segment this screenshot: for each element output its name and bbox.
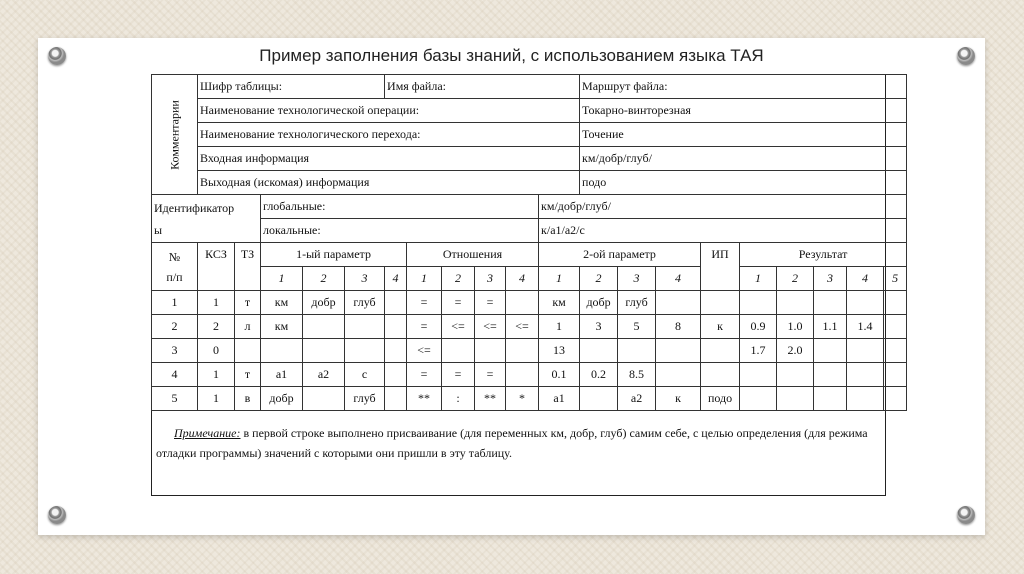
sub-rel-2: 2 xyxy=(442,267,475,291)
cell-res xyxy=(884,363,907,387)
cell-p1 xyxy=(303,315,345,339)
cell-ksz: 1 xyxy=(198,363,235,387)
column-header-row xyxy=(152,243,907,267)
cell-rel: = xyxy=(407,291,442,315)
cell-rel: <= xyxy=(407,339,442,363)
cell-p1: а1 xyxy=(261,363,303,387)
cell-res: 1.0 xyxy=(777,315,814,339)
sub-p1-2: 2 xyxy=(303,267,345,291)
cell-res xyxy=(740,291,777,315)
comments-label-cell xyxy=(152,75,198,195)
global-value: км/добр/глуб/ xyxy=(539,195,907,219)
cell-p2: добр xyxy=(580,291,618,315)
local-value: к/а1/а2/с xyxy=(539,219,907,243)
col-ip-header: ИП xyxy=(701,243,740,291)
cell-res xyxy=(884,387,907,411)
cell-p1: добр xyxy=(261,387,303,411)
header-row-operation xyxy=(152,99,907,123)
table-row xyxy=(152,291,907,315)
identifiers-label-cell xyxy=(152,195,261,243)
cell-p2: а2 xyxy=(618,387,656,411)
cell-rel xyxy=(506,291,539,315)
sub-p2-1: 1 xyxy=(539,267,580,291)
cell-p1 xyxy=(345,339,385,363)
cell-res xyxy=(847,363,884,387)
identifiers-row-global xyxy=(152,195,907,219)
cell-p1: глуб xyxy=(345,291,385,315)
col-result-header: Результат xyxy=(740,243,907,267)
cell-rel: : xyxy=(442,387,475,411)
header-row-input xyxy=(152,147,907,171)
cell-ip xyxy=(701,339,740,363)
cell-p2: 8.5 xyxy=(618,363,656,387)
cell-res: 0.9 xyxy=(740,315,777,339)
input-label: Входная информация xyxy=(198,147,580,171)
cell-res: 1.7 xyxy=(740,339,777,363)
cell-res xyxy=(847,387,884,411)
sub-rel-1: 1 xyxy=(407,267,442,291)
cell-rel: <= xyxy=(442,315,475,339)
cell-rel xyxy=(475,339,506,363)
cell-p2 xyxy=(656,339,701,363)
header-row-transition xyxy=(152,123,907,147)
note-label: Примечание: xyxy=(174,426,241,440)
sub-p1-1: 1 xyxy=(261,267,303,291)
cell-res xyxy=(814,387,847,411)
cell-res: 1.1 xyxy=(814,315,847,339)
cell-res xyxy=(847,339,884,363)
cell-p2: 0.1 xyxy=(539,363,580,387)
cell-res xyxy=(814,363,847,387)
cell-rel xyxy=(506,339,539,363)
cell-p1 xyxy=(303,387,345,411)
cell-p2: 5 xyxy=(618,315,656,339)
cell-rel xyxy=(442,339,475,363)
identifiers-label: Идентификатор xyxy=(154,201,235,215)
cell-p2: 8 xyxy=(656,315,701,339)
sub-res-5: 5 xyxy=(884,267,907,291)
cell-num: 5 xyxy=(152,387,198,411)
cell-rel: = xyxy=(407,363,442,387)
cell-p2: а1 xyxy=(539,387,580,411)
identifiers-row-local xyxy=(152,219,907,243)
column-subheader-row xyxy=(152,267,907,291)
filename-label: Имя файла: xyxy=(385,75,580,99)
slide-title: Пример заполнения базы знаний, с использованием языка ТАЯ xyxy=(259,46,764,65)
cell-p1: глуб xyxy=(345,387,385,411)
cell-tz: т xyxy=(235,291,261,315)
cell-p2: 1 xyxy=(539,315,580,339)
cell-num: 4 xyxy=(152,363,198,387)
cell-rel: = xyxy=(442,363,475,387)
header-row-output xyxy=(152,171,907,195)
col-param2-header: 2-ой параметр xyxy=(539,243,701,267)
pin-icon xyxy=(48,506,66,524)
col-num-line1: № xyxy=(168,249,181,264)
cell-num: 3 xyxy=(152,339,198,363)
cell-res: 1.4 xyxy=(847,315,884,339)
cell-p1 xyxy=(385,315,407,339)
cell-rel: = xyxy=(407,315,442,339)
global-label: глобальные: xyxy=(261,195,539,219)
cell-ksz: 1 xyxy=(198,387,235,411)
cell-rel: ** xyxy=(407,387,442,411)
cell-rel: * xyxy=(506,387,539,411)
cell-p2: 13 xyxy=(539,339,580,363)
input-value: км/добр/глуб/ xyxy=(580,147,907,171)
cell-res xyxy=(884,291,907,315)
cell-p2 xyxy=(618,339,656,363)
sub-res-2: 2 xyxy=(777,267,814,291)
output-label: Выходная (искомая) информация xyxy=(198,171,580,195)
cell-tz: в xyxy=(235,387,261,411)
sub-res-3: 3 xyxy=(814,267,847,291)
operation-label: Наименование технологической операции: xyxy=(198,99,580,123)
sub-p2-2: 2 xyxy=(580,267,618,291)
col-num-line2: п/п xyxy=(166,269,183,284)
cell-p1 xyxy=(303,339,345,363)
cell-res xyxy=(884,339,907,363)
cell-p1 xyxy=(345,315,385,339)
local-label: локальные: xyxy=(261,219,539,243)
cell-p1 xyxy=(385,291,407,315)
cell-res xyxy=(777,291,814,315)
cell-rel: = xyxy=(442,291,475,315)
sub-rel-3: 3 xyxy=(475,267,506,291)
sub-res-4: 4 xyxy=(847,267,884,291)
cell-num: 1 xyxy=(152,291,198,315)
cell-res xyxy=(814,339,847,363)
note-paragraph xyxy=(156,423,881,463)
cell-rel: = xyxy=(475,363,506,387)
cell-rel: <= xyxy=(506,315,539,339)
cell-p2 xyxy=(656,363,701,387)
header-row-cipher xyxy=(152,75,907,99)
cell-p2: 0.2 xyxy=(580,363,618,387)
cell-ip: подо xyxy=(701,387,740,411)
cell-p1: км xyxy=(261,315,303,339)
transition-label: Наименование технологического перехода: xyxy=(198,123,580,147)
cell-p1 xyxy=(385,387,407,411)
cell-ksz: 1 xyxy=(198,291,235,315)
sub-res-1: 1 xyxy=(740,267,777,291)
route-label: Маршрут файла: xyxy=(580,75,907,99)
comments-label: Комментарии xyxy=(167,99,181,170)
cell-rel: = xyxy=(475,291,506,315)
cell-res xyxy=(847,291,884,315)
cell-ksz: 0 xyxy=(198,339,235,363)
table-row xyxy=(152,315,907,339)
cell-tz: т xyxy=(235,363,261,387)
operation-value: Токарно-винторезная xyxy=(580,99,907,123)
cell-ip xyxy=(701,363,740,387)
cell-p1: км xyxy=(261,291,303,315)
cell-rel xyxy=(506,363,539,387)
cell-res xyxy=(777,363,814,387)
col-num-header xyxy=(152,243,198,291)
table-row xyxy=(152,339,907,363)
cell-res xyxy=(740,387,777,411)
transition-value: Точение xyxy=(580,123,907,147)
cell-ip xyxy=(701,291,740,315)
cell-p1: добр xyxy=(303,291,345,315)
cell-p1: с xyxy=(345,363,385,387)
cell-p2: к xyxy=(656,387,701,411)
cell-p2: 3 xyxy=(580,315,618,339)
cell-p2 xyxy=(656,291,701,315)
knowledge-base-table xyxy=(151,74,907,411)
cell-res xyxy=(740,363,777,387)
cell-ip: к xyxy=(701,315,740,339)
note-text: в первой строке выполнено присваивание (для переменных км, добр, глуб) самим себе, с целью определения (для режима отладки программы) значений с которыми они пришли в эту таблицу. xyxy=(156,426,868,460)
sub-p1-4: 4 xyxy=(385,267,407,291)
cell-p1: а2 xyxy=(303,363,345,387)
cell-res xyxy=(814,291,847,315)
col-tz-header: ТЗ xyxy=(235,243,261,291)
cell-p1 xyxy=(385,363,407,387)
cell-p2 xyxy=(580,387,618,411)
cell-rel: ** xyxy=(475,387,506,411)
table-row xyxy=(152,363,907,387)
sub-p1-3: 3 xyxy=(345,267,385,291)
cipher-label: Шифр таблицы: xyxy=(198,75,385,99)
table-row xyxy=(152,387,907,411)
cell-p2: км xyxy=(539,291,580,315)
col-relations-header: Отношения xyxy=(407,243,539,267)
cell-res: 2.0 xyxy=(777,339,814,363)
cell-rel: <= xyxy=(475,315,506,339)
sub-p2-4: 4 xyxy=(656,267,701,291)
cell-res xyxy=(777,387,814,411)
pin-icon xyxy=(957,506,975,524)
identifiers-label-tail: ы xyxy=(154,223,163,237)
col-param1-header: 1-ый параметр xyxy=(261,243,407,267)
cell-tz: л xyxy=(235,315,261,339)
cell-ksz: 2 xyxy=(198,315,235,339)
cell-num: 2 xyxy=(152,315,198,339)
cell-p2: глуб xyxy=(618,291,656,315)
cell-tz xyxy=(235,339,261,363)
col-ksz-header: КСЗ xyxy=(198,243,235,291)
cell-res xyxy=(884,315,907,339)
cell-p1 xyxy=(261,339,303,363)
cell-p1 xyxy=(385,339,407,363)
cell-p2 xyxy=(580,339,618,363)
sub-p2-3: 3 xyxy=(618,267,656,291)
output-value: подо xyxy=(580,171,907,195)
sub-rel-4: 4 xyxy=(506,267,539,291)
